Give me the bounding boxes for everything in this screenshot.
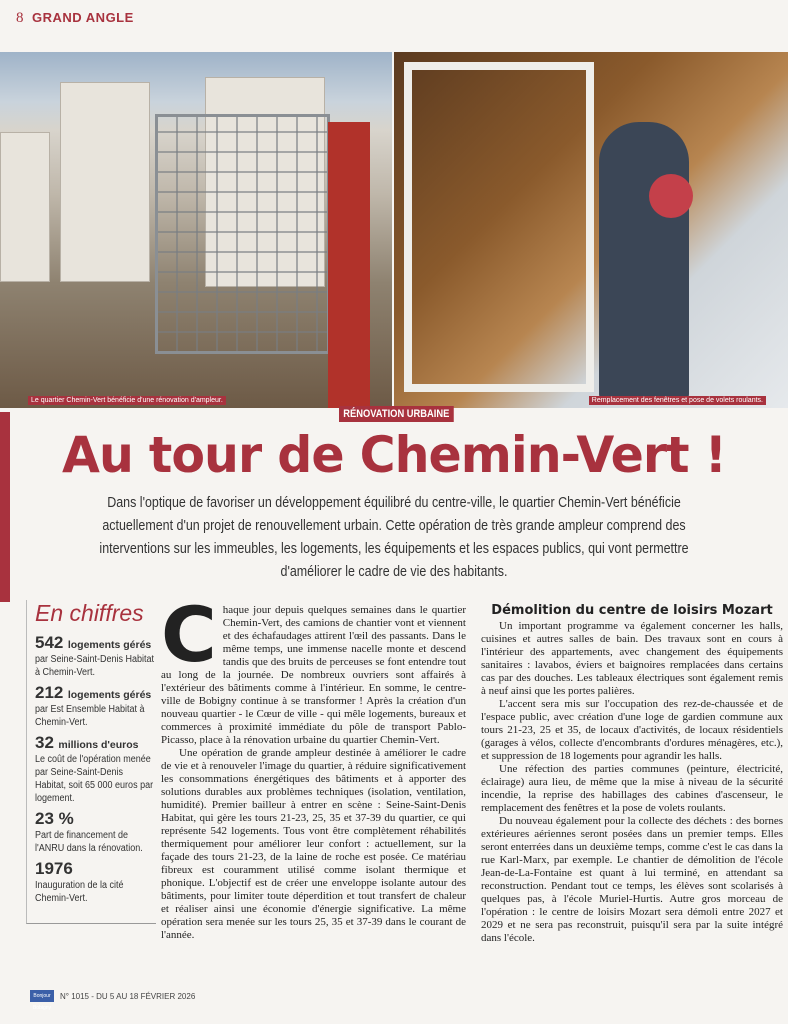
paragraph bbox=[161, 590, 466, 747]
paragraph: L'accent sera mis sur l'occupation des rez-de-chaussée et de l'espace public, avec création d'une loge de gardien commune aux tours 21-23, 25 et 35, de locaux d'activités, de locaux résidentiels (garages à vélos, collecte d'encombrants d'ordures ménagères, etc.), et suppression de 18 logements pour agrandir les halls. bbox=[481, 698, 783, 762]
drop-cap: C bbox=[161, 590, 217, 679]
figure-unit: logements gérés bbox=[67, 639, 152, 651]
photo-caption: Remplacement des fenêtres et pose de volets roulants. bbox=[589, 396, 766, 405]
figure-desc: par Est Ensemble Habitat à Chemin-Vert. bbox=[35, 704, 145, 728]
article-lead: Dans l'optique de favoriser un développement équilibré du centre-ville, le quartier Chemin-Vert bénéficie actuellement d'un projet de renouvellement urbain. Cette opération de très grande ampleur comprend des interventions sur les immeubles, les logements, les équipements et les espaces publics, qui vont permettre d'améliorer le cadre de vie des habitants. bbox=[99, 495, 689, 580]
worker-hat bbox=[649, 174, 693, 218]
sidebar-en-chiffres bbox=[26, 600, 156, 924]
paragraph-text: haque jour depuis quelques semaines dans le quartier Chemin-Vert, des camions de chantier vont et viennent et des échafaudages attirent l'œil des passants. Dans le même temps, une immense nacelle monte et descend tandis que des bruits de perceuses se font entendre tout au long de la journée. De nombreux ouvriers sont affairés à l'extérieur des bâtiments comme à l'intérieur. En somme, le centre-ville de Bobigny continue à se transformer ! Après la création d'un nouveau quartier - le Cœur de ville - qui mêle logements, bureaux et commerces à proximité immédiate du pôle de transport Pablo-Picasso, place à la rénovation urbaine du quartier Chemin-Vert. bbox=[161, 604, 466, 746]
figure-desc: Part de financement de l'ANRU dans la rénovation. bbox=[35, 830, 143, 854]
paragraph: Une réfection des parties communes (peinture, électricité, éclairage) aura lieu, de même que la mise à niveau de la sécurité incendie, la reprise des habillages des cabines d'ascenseur, le remplacement des fenêtres et la pose de volets roulants. bbox=[481, 763, 783, 814]
figure-unit: millions d'euros bbox=[58, 739, 139, 751]
building bbox=[60, 82, 150, 282]
page-footer bbox=[30, 990, 196, 1011]
figure-desc: Inauguration de la cité Chemin-Vert. bbox=[35, 880, 124, 904]
figure-item bbox=[35, 809, 156, 855]
worker bbox=[599, 122, 689, 402]
photo-caption: Le quartier Chemin-Vert bénéficie d'une rénovation d'ampleur. bbox=[28, 396, 226, 405]
figure-value: 212 bbox=[35, 683, 64, 702]
magazine-logo: Bonjour Bobigny bbox=[30, 990, 54, 1002]
scaffold-post bbox=[328, 122, 370, 408]
figure-value: 23 % bbox=[35, 809, 74, 828]
paragraph: Du nouveau également pour la collecte des déchets : des bornes extérieures aériennes seront posées dans un premier temps. Elles seront enterrées dans un deuxième temps, comme c'est le cas dans la rue Karl-Marx, par exemple. Le chantier de démolition de l'école Jean-de-La-Fontaine est quant à lui terminé, en attendant sa reconstruction. Pendant tout ce temps, les élèves sont scolarisés à quelques pas, à l'école Muriel-Hurtis. Autre gros morceau de l'opération : le centre de loisirs Mozart sera démoli entre 2027 et 2029 et ne sera pas reconstruit, puisqu'il sera par la suite intégré dans l'école. bbox=[481, 815, 783, 944]
figure-unit: logements gérés bbox=[67, 689, 152, 701]
figure-value: 32 bbox=[35, 733, 54, 752]
kicker: RÉNOVATION URBAINE bbox=[339, 406, 454, 422]
section-title: GRAND ANGLE bbox=[32, 10, 134, 25]
paragraph: Un important programme va également concerner les halls, cuisines et autres salles de bain. Des travaux sont en cours à l'intérieur des appartements, avec changement des équipements sanitaires : lavabos, éviers et baignoires remplacées dans certains cas par des douches. Les tableaux électriques sont également remis à neuf ainsi que les portes palières. bbox=[481, 620, 783, 697]
figure-item bbox=[35, 633, 156, 679]
figure-value: 1976 bbox=[35, 859, 73, 878]
subheading: Démolition du centre de loisirs Mozart bbox=[491, 603, 773, 618]
building bbox=[0, 132, 50, 282]
page-number: 8 bbox=[16, 10, 24, 26]
article-title: Au tour de Chemin-Vert ! bbox=[62, 426, 726, 484]
figure-desc: Le coût de l'opération menée par Seine-Saint-Denis Habitat, soit 65 000 euros par logement. bbox=[35, 754, 154, 804]
article-column-1 bbox=[161, 590, 466, 942]
figure-item bbox=[35, 683, 156, 729]
scaffold-cage bbox=[155, 114, 330, 354]
figure-item bbox=[35, 859, 156, 905]
figure-value: 542 bbox=[35, 633, 64, 652]
photo-towers bbox=[0, 52, 392, 408]
page-header bbox=[16, 10, 134, 27]
issue-info: N° 1015 - DU 5 AU 18 FÉVRIER 2026 bbox=[60, 991, 196, 1001]
figure-desc: par Seine-Saint-Denis Habitat à Chemin-Vert. bbox=[35, 654, 155, 678]
sidebar-title: En chiffres bbox=[35, 600, 144, 626]
paragraph: Une opération de grande ampleur destinée à améliorer le cadre de vie et à renouveler l'image du quartier, à réduire significativement les consommations énergétiques des bâtiments et à apporter des solutions durables aux problèmes techniques (isolation, ventilation, humidité). Premier bailleur à entrer en scène : Seine-Saint-Denis Habitat, qui gère les tours 21-23, 25, 35 et 37-39 du quartier, ce qui représente 542 logements. Tous vont être complètement réhabilités thermiquement pour améliorer leur confort : actuellement, sur la façade des tours 21-23, de la laine de roche est posée. Ce matériau fibreux est couramment utilisé comme isolant thermique et phonique. L'objectif est de créer une enveloppe isolante autour des bâtiments, pour limiter toute déperdition et tout transfert de chaleur et réaliser ainsi une économie d'énergie significative. La même opération sera menée sur les tours 25, 35 et 37-39 dans le courant de l'année. bbox=[161, 747, 466, 941]
photo-window-worker bbox=[394, 52, 788, 408]
window-frame bbox=[404, 62, 594, 392]
figure-item bbox=[35, 733, 156, 805]
article-column-2 bbox=[481, 604, 783, 945]
